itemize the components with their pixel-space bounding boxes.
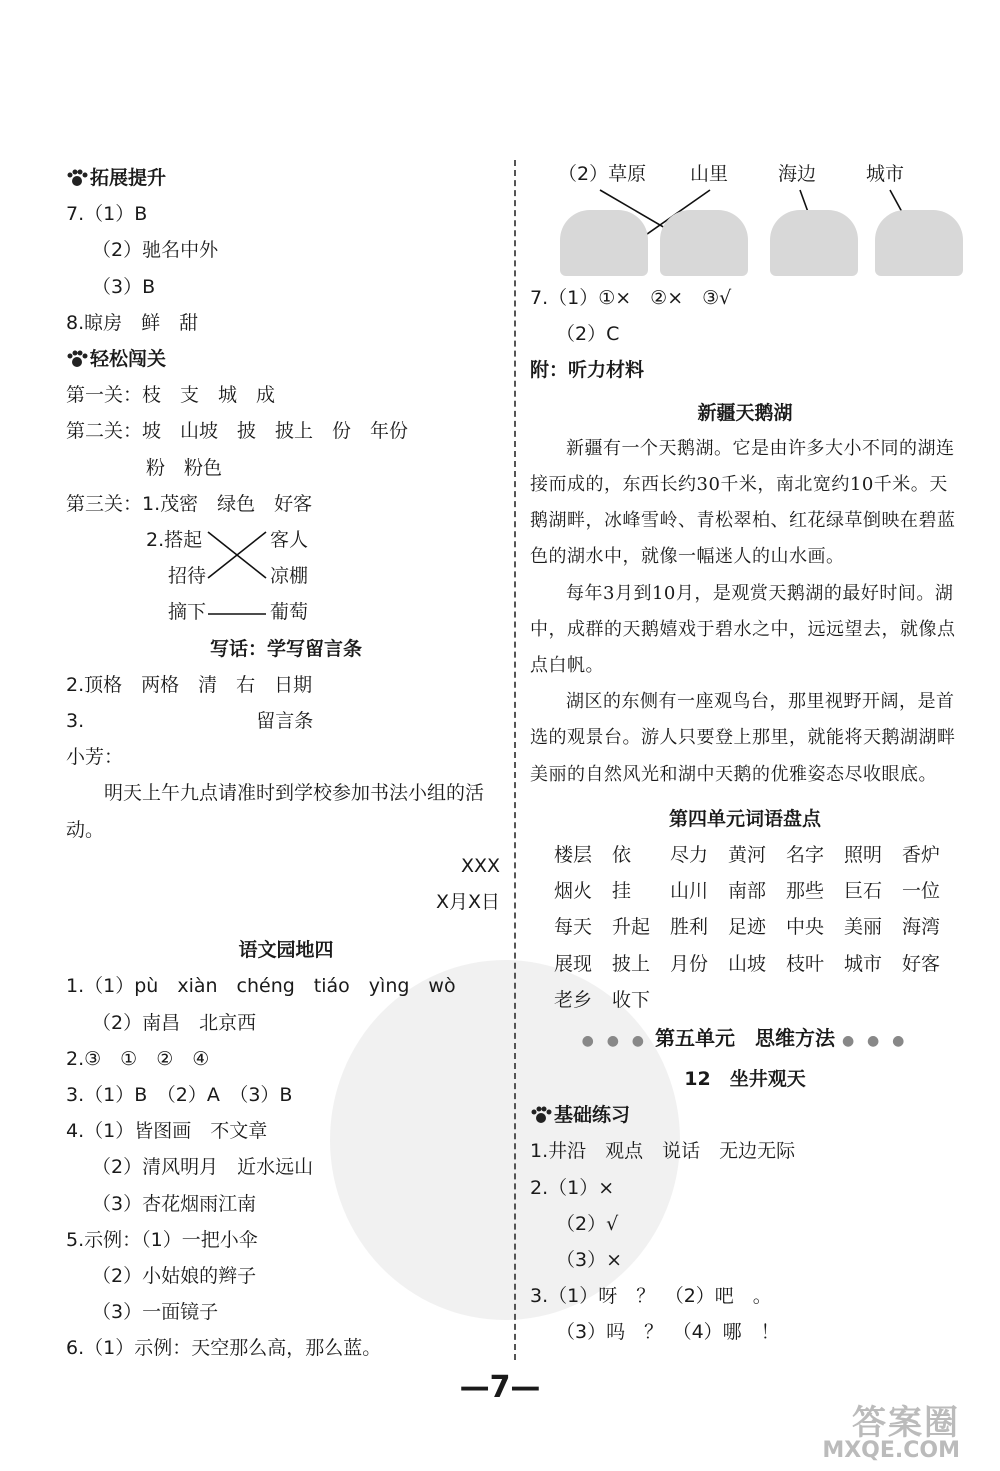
decorative-dots: ● ● ● — [581, 1033, 649, 1050]
answer-line: 第三关：1.茂密 绿色 好客 — [66, 492, 313, 515]
answer-line: 3.（1）B （2）A （3）B — [66, 1084, 293, 1107]
place-label: （2）草原 — [558, 163, 647, 185]
word-item: 城市 — [844, 952, 883, 975]
answer-line: 2.顶格 两格 清 右 日期 — [66, 673, 313, 696]
note-date: X月X日 — [435, 891, 500, 914]
word-item: 披上 — [612, 952, 651, 975]
answer-line: （2）小姑娘的辫子 — [92, 1265, 257, 1288]
word-item: 足迹 — [728, 916, 767, 939]
answer-line: （3）吗 ？ （4）哪 ！ — [556, 1321, 780, 1344]
answer-line: 4.（1）皆图画 不文章 — [66, 1120, 268, 1143]
word-item: 挂 — [612, 880, 632, 903]
word-item: 中央 — [786, 916, 825, 939]
city-picture — [875, 210, 963, 276]
match-left: 招待 — [168, 565, 207, 588]
answer-line: 7.（1）B — [66, 203, 148, 226]
match-right: 客人 — [270, 529, 309, 552]
word-item: 美丽 — [844, 916, 883, 939]
word-item: 楼层 — [554, 844, 593, 867]
column-divider — [514, 160, 516, 1360]
story-paragraph: 每年3月到10月，是观赏天鹅湖的最好时间。湖中，成群的天鹅嬉戏于碧水之中，远远望去，就像点点白帆。 — [530, 582, 956, 677]
word-item: 那些 — [786, 880, 825, 903]
answer-line: （2）南昌 北京西 — [92, 1011, 257, 1034]
word-item: 照明 — [844, 844, 883, 867]
answer-line: 6.（1）示例：天空那么高，那么蓝。 — [66, 1337, 382, 1360]
section-heading-pass — [66, 341, 506, 377]
garden-title: 语文园地四 — [238, 939, 334, 962]
answer-line: 第一关：枝 支 城 成 — [66, 384, 276, 407]
word-item: 老乡 — [554, 988, 593, 1011]
match-exercise — [66, 522, 506, 631]
word-item: 南部 — [728, 880, 767, 903]
match-pictures — [530, 160, 960, 280]
answer-line: 1.井沿 观点 说话 无边无际 — [530, 1140, 796, 1163]
place-label: 山里 — [690, 163, 729, 185]
word-list — [530, 837, 960, 1018]
site-watermark: 答案圈 — [852, 1403, 960, 1443]
paw-icon — [66, 350, 88, 368]
answer-line: 8.晾房 鲜 甜 — [66, 311, 199, 334]
match-left: 2.搭起 — [146, 529, 203, 552]
word-item: 山川 — [670, 880, 709, 903]
answer-line: 第二关：坡 山坡 披 披上 份 年份 — [66, 420, 409, 443]
answer-line: （3）× — [556, 1249, 623, 1272]
match-right: 凉棚 — [270, 565, 309, 588]
answer-line: （3）B — [92, 275, 156, 298]
word-item: 黄河 — [728, 844, 767, 867]
lesson-title: 12 坐井观天 — [684, 1068, 806, 1091]
answer-line: （2）清风明月 近水远山 — [92, 1156, 314, 1179]
unit-title: 第五单元 思维方法 — [655, 1026, 835, 1051]
note-salutation: 小芳： — [66, 746, 124, 769]
section-heading-extend — [66, 160, 506, 196]
word-item: 一位 — [902, 880, 941, 903]
question-number: 3. — [66, 710, 85, 733]
answer-line: （2）C — [556, 323, 620, 346]
word-item: 烟火 — [554, 880, 593, 903]
answer-line: 1.（1）pù xiàn chéng tiáo yìng wò — [66, 975, 456, 998]
answer-line — [66, 703, 506, 739]
word-item: 山坡 — [728, 952, 767, 975]
word-item — [786, 982, 844, 1018]
paw-icon — [530, 1106, 552, 1124]
place-label: 海边 — [778, 163, 817, 185]
story-paragraph: 湖区的东侧有一座观鸟台，那里视野开阔，是首选的观景台。游人只要登上那里，就能将天鹅湖湖畔美丽的自然风光和湖中天鹅的优雅姿态尽收眼底。 — [530, 691, 956, 785]
note-signature: XXX — [460, 854, 500, 877]
grassland-picture — [560, 210, 648, 276]
story-paragraph: 新疆有一个天鹅湖。它是由许多大小不同的湖连接而成的，东西长约30千米，南北宽约10千米。天鹅湖畔，冰峰雪岭、青松翠柏、红花绿草倒映在碧蓝色的湖水中，就像一幅迷人的山水画。 — [530, 437, 956, 568]
word-item: 枝叶 — [786, 952, 825, 975]
page-number: —7— — [459, 1370, 541, 1405]
word-item: 尽力 — [670, 844, 709, 867]
word-item: 胜利 — [670, 916, 709, 939]
note-body: 明天上午九点请准时到学校参加书法小组的活动。 — [66, 782, 485, 841]
word-item — [728, 982, 786, 1018]
left-column — [66, 160, 506, 1367]
seaside-picture — [770, 210, 858, 276]
decorative-dots: ● ● ● — [841, 1033, 909, 1050]
word-item: 展现 — [554, 952, 593, 975]
word-item: 月份 — [670, 952, 709, 975]
word-item — [844, 982, 902, 1018]
word-item: 升起 — [612, 916, 651, 939]
answer-line: （2）驰名中外 — [92, 239, 219, 262]
place-label: 城市 — [866, 163, 905, 185]
word-item: 海湾 — [902, 916, 941, 939]
story-title: 新疆天鹅湖 — [697, 401, 793, 424]
answer-line: （3）一面镜子 — [92, 1301, 219, 1324]
word-item: 名字 — [786, 844, 825, 867]
word-item — [670, 982, 728, 1018]
section-title: 拓展提升 — [90, 167, 167, 189]
match-left: 摘下 — [168, 601, 207, 624]
answer-line: 3.（1）呀 ？ （2）吧 。 — [530, 1285, 772, 1308]
section-title: 基础练习 — [554, 1104, 631, 1127]
section-heading-basic — [530, 1097, 960, 1133]
paw-icon — [66, 169, 88, 187]
appendix-label: 附：听力材料 — [530, 359, 645, 382]
answer-line: （2）√ — [556, 1212, 619, 1235]
word-item: 香炉 — [902, 844, 941, 867]
answer-line: 5.示例：（1）一把小伞 — [66, 1228, 258, 1251]
section-title: 轻松闯关 — [90, 348, 167, 371]
words-title: 第四单元词语盘点 — [668, 807, 821, 830]
answer-line: 7.（1）①× ②× ③√ — [530, 287, 732, 309]
answer-line: （3）杏花烟雨江南 — [92, 1192, 257, 1215]
word-item: 收下 — [612, 988, 651, 1011]
unit-heading — [530, 1018, 960, 1061]
right-column — [530, 160, 960, 1351]
answer-line: 2.③ ① ② ④ — [66, 1047, 210, 1070]
word-item: 巨石 — [844, 880, 883, 903]
word-item — [902, 982, 960, 1018]
match-right: 葡萄 — [270, 601, 309, 624]
mountain-picture — [660, 210, 748, 276]
answer-line: 2.（1）× — [530, 1176, 615, 1199]
writing-title: 写话：学写留言条 — [209, 637, 362, 660]
word-item: 每天 — [554, 916, 593, 939]
answer-line: 粉 粉色 — [146, 456, 223, 479]
site-watermark-url: MXQE.COM — [822, 1438, 960, 1463]
note-title: 留言条 — [256, 710, 314, 733]
word-item: 依 — [612, 844, 632, 867]
word-item: 好客 — [902, 952, 941, 975]
